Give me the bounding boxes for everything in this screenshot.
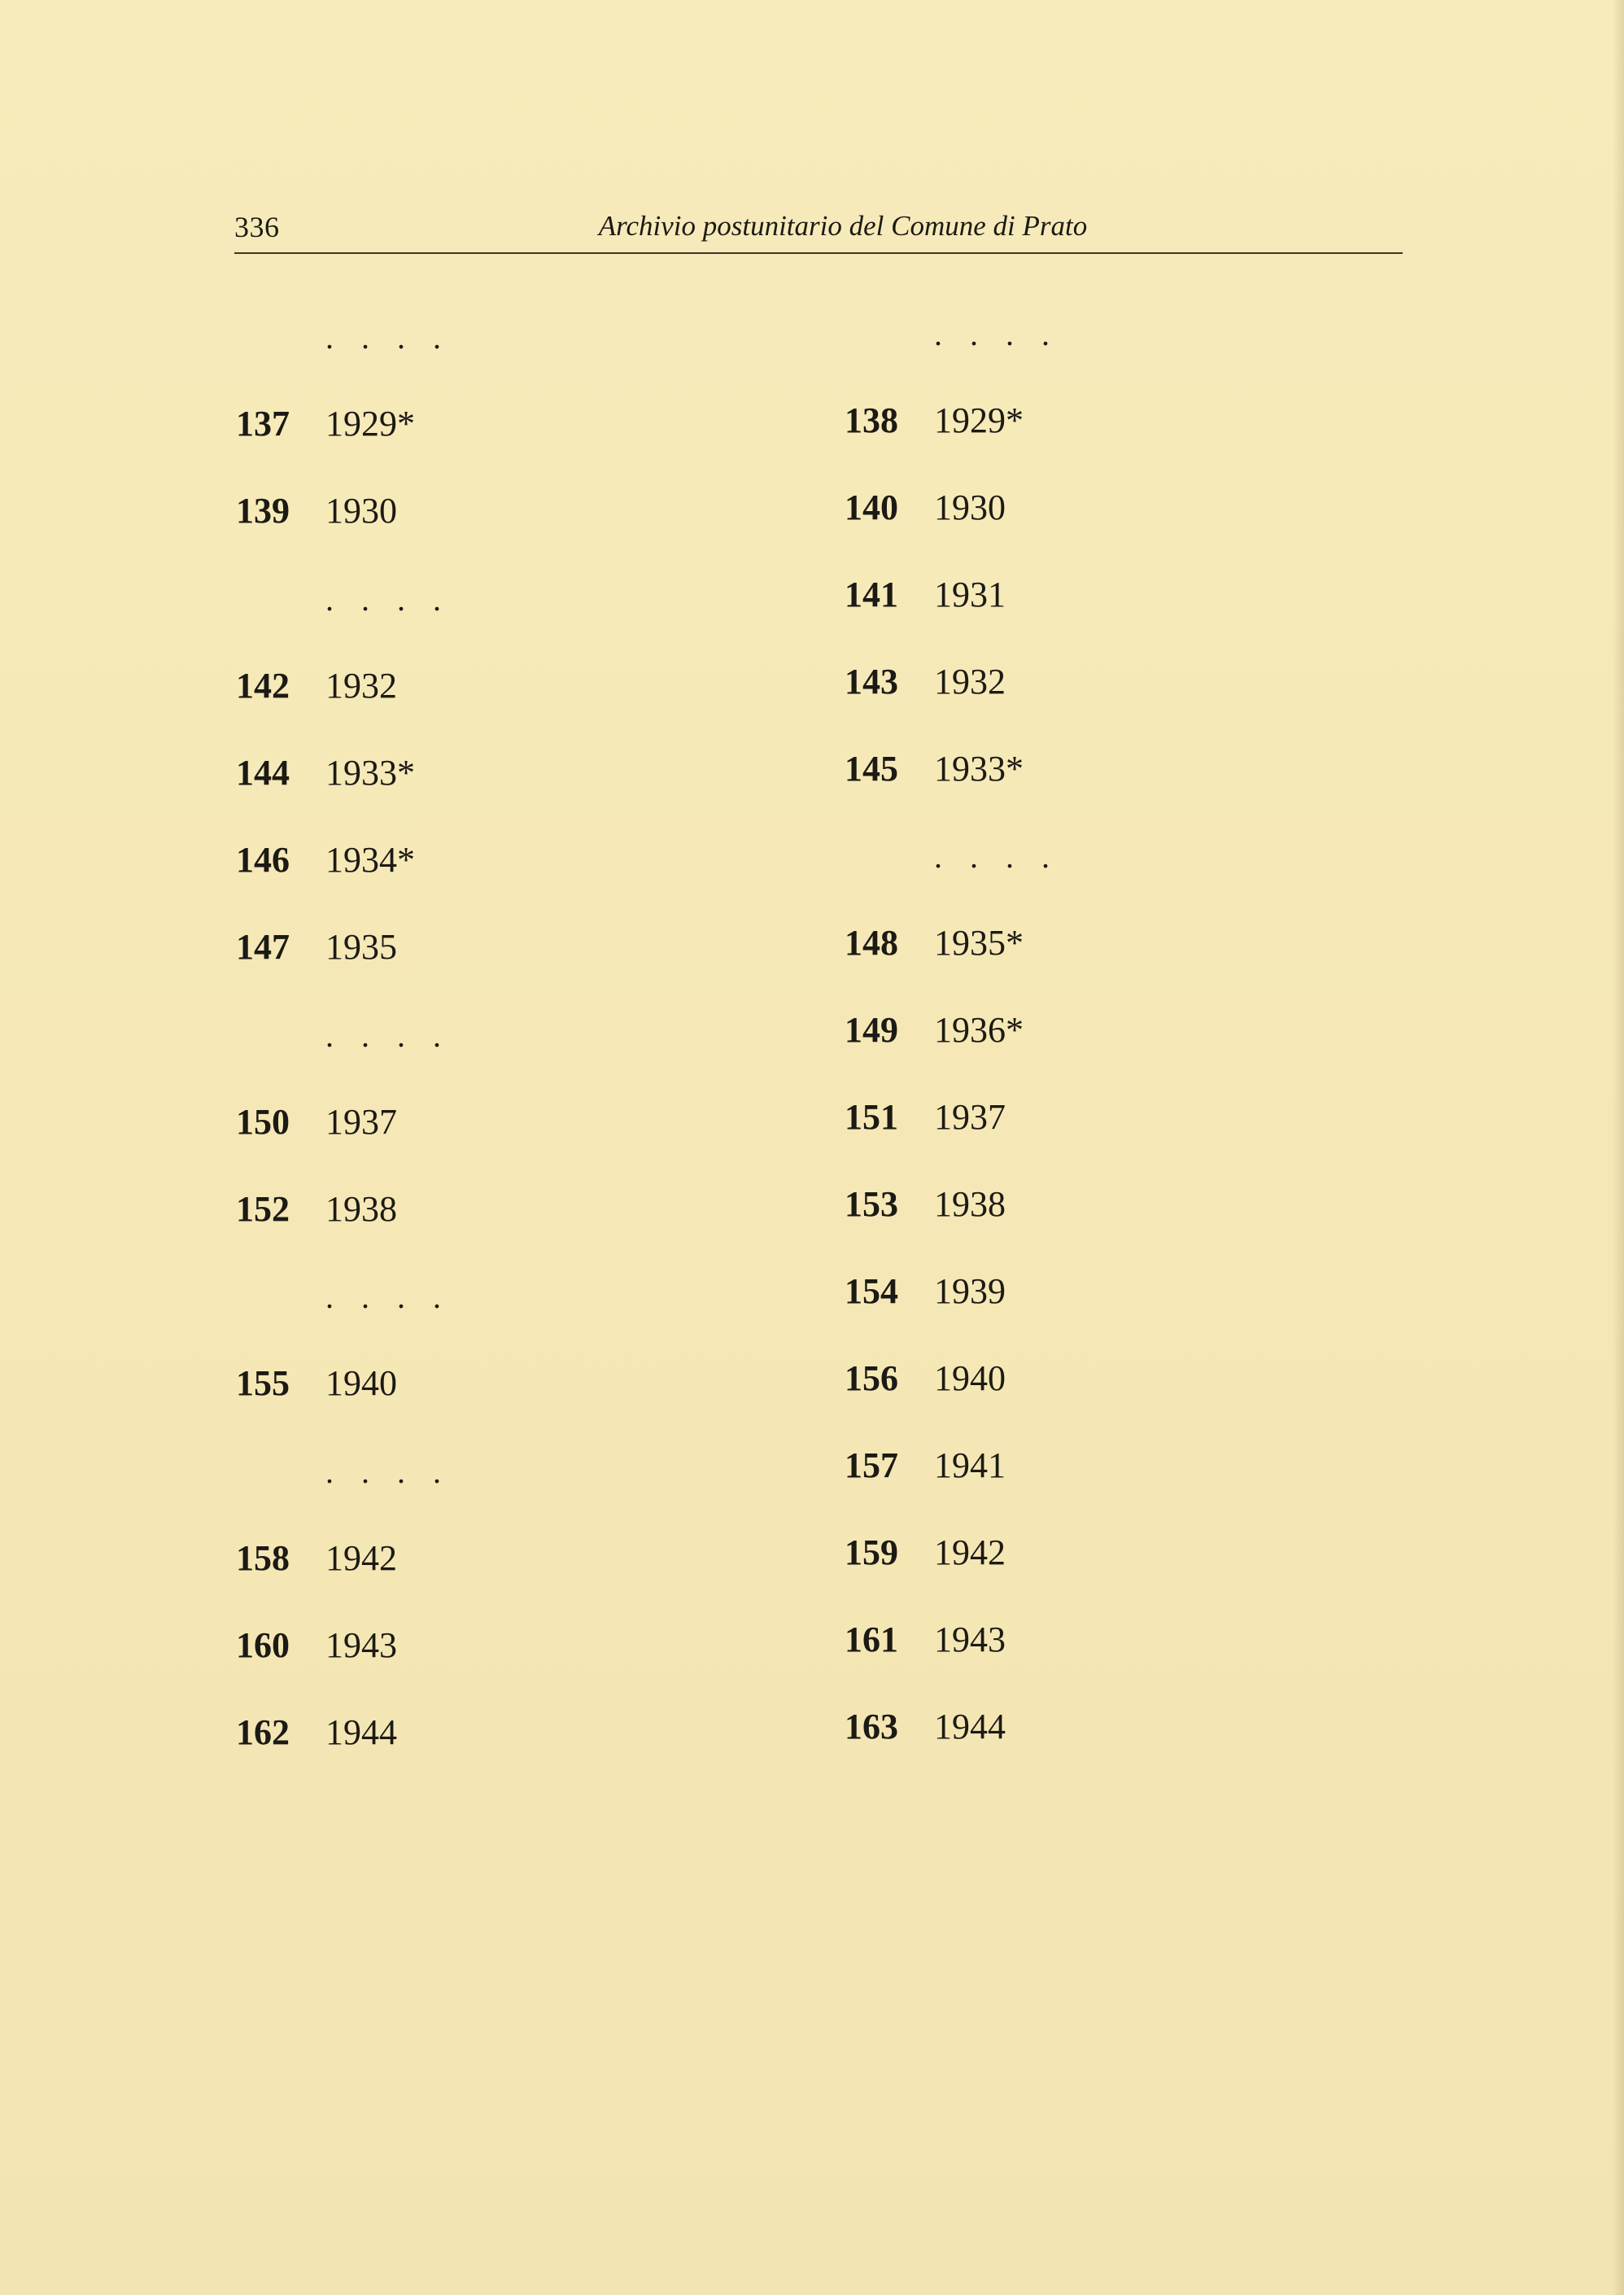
entry-year: 1930	[325, 491, 397, 531]
entry-ellipsis: . . . .	[325, 1279, 451, 1316]
entry-year: 1944	[934, 1707, 1006, 1746]
index-entry	[236, 1537, 397, 1586]
index-entry	[845, 835, 1059, 884]
index-entry	[845, 661, 1006, 710]
index-entry	[236, 1101, 397, 1150]
index-entry	[845, 1706, 1006, 1755]
entry-number: 139	[236, 491, 290, 531]
index-entry	[845, 487, 1006, 536]
entry-year: 1943	[934, 1620, 1006, 1659]
index-entry	[845, 1532, 1006, 1580]
entry-number: 161	[845, 1620, 898, 1659]
index-entry	[845, 400, 1024, 448]
index-entry	[236, 1711, 397, 1760]
entry-number: 155	[236, 1363, 290, 1404]
entry-number: 138	[845, 400, 898, 440]
entry-number: 151	[845, 1097, 898, 1137]
entry-number: 154	[845, 1271, 898, 1311]
index-entry	[236, 926, 397, 975]
entry-year: 1935*	[934, 923, 1024, 963]
index-entry	[845, 1009, 1024, 1058]
entry-year: 1940	[325, 1363, 397, 1404]
entry-number: 153	[845, 1184, 898, 1224]
entry-year: 1944	[325, 1712, 397, 1753]
index-entry	[236, 1014, 451, 1063]
entry-number: 150	[236, 1101, 290, 1142]
index-entry	[236, 403, 415, 452]
index-entry	[845, 1183, 1006, 1232]
entry-year: 1943	[325, 1625, 397, 1665]
index-entry	[845, 1096, 1006, 1145]
entry-number: 148	[845, 923, 898, 963]
entry-year: 1940	[934, 1358, 1006, 1398]
entry-ellipsis: . . . .	[325, 580, 451, 618]
entry-year: 1932	[325, 665, 397, 706]
index-entry	[236, 1275, 451, 1324]
index-entry	[236, 752, 415, 801]
entry-ellipsis: . . . .	[325, 1016, 451, 1054]
index-entry	[236, 1450, 451, 1499]
index-entry	[845, 748, 1024, 797]
running-title: Archivio postunitario del Comune di Prato	[598, 210, 1088, 242]
entry-ellipsis: . . . .	[934, 316, 1059, 352]
index-entry	[236, 316, 451, 365]
entry-number: 142	[236, 665, 290, 706]
page-number: 336	[234, 211, 280, 243]
entry-number: 141	[845, 575, 898, 614]
entry-number: 158	[236, 1537, 290, 1578]
entry-year: 1938	[325, 1189, 397, 1229]
entry-year: 1933*	[934, 749, 1024, 789]
entry-number: 149	[845, 1010, 898, 1050]
entry-number: 144	[236, 753, 290, 793]
entry-year: 1933*	[325, 753, 415, 793]
entry-year: 1938	[934, 1184, 1006, 1224]
entry-number: 160	[236, 1625, 290, 1665]
index-entry	[845, 1445, 1006, 1493]
entry-year: 1930	[934, 487, 1006, 527]
entry-number: 147	[236, 927, 290, 968]
entry-year: 1942	[325, 1537, 397, 1578]
page-header	[234, 210, 1403, 254]
entry-year: 1937	[934, 1097, 1006, 1137]
index-entry	[845, 1357, 1006, 1406]
index-entry	[236, 665, 397, 714]
entry-number: 156	[845, 1358, 898, 1398]
entry-number: 157	[845, 1445, 898, 1485]
entry-year: 1934*	[325, 840, 415, 881]
entry-number: 146	[236, 840, 290, 881]
entry-year: 1942	[934, 1532, 1006, 1572]
entry-year: 1929*	[325, 404, 415, 444]
entry-number: 143	[845, 662, 898, 702]
index-entry	[845, 574, 1006, 623]
index-entry	[845, 1270, 1006, 1319]
index-entry	[236, 578, 451, 627]
entry-ellipsis: . . . .	[325, 319, 451, 356]
entry-year: 1937	[325, 1101, 397, 1142]
index-entry	[236, 1362, 397, 1411]
index-entry	[845, 1619, 1006, 1668]
entry-number: 145	[845, 749, 898, 789]
entry-year: 1939	[934, 1271, 1006, 1311]
entry-number: 162	[236, 1712, 290, 1753]
entry-ellipsis: . . . .	[325, 1453, 451, 1490]
entry-year: 1929*	[934, 400, 1024, 440]
entry-year: 1941	[934, 1445, 1006, 1485]
index-entry	[845, 313, 1059, 361]
entry-number: 152	[236, 1189, 290, 1229]
index-entry	[236, 839, 415, 888]
entry-ellipsis: . . . .	[934, 838, 1059, 875]
index-entry	[845, 922, 1024, 971]
index-entry	[236, 490, 397, 539]
entry-year: 1936*	[934, 1010, 1024, 1050]
index-entry	[236, 1624, 397, 1673]
entry-number: 137	[236, 404, 290, 444]
entry-year: 1935	[325, 927, 397, 968]
index-entry	[236, 1188, 397, 1237]
entry-year: 1932	[934, 662, 1006, 702]
entry-number: 163	[845, 1707, 898, 1746]
page-edge-shadow	[1613, 0, 1624, 2295]
entry-year: 1931	[934, 575, 1006, 614]
entry-number: 140	[845, 487, 898, 527]
entry-number: 159	[845, 1532, 898, 1572]
